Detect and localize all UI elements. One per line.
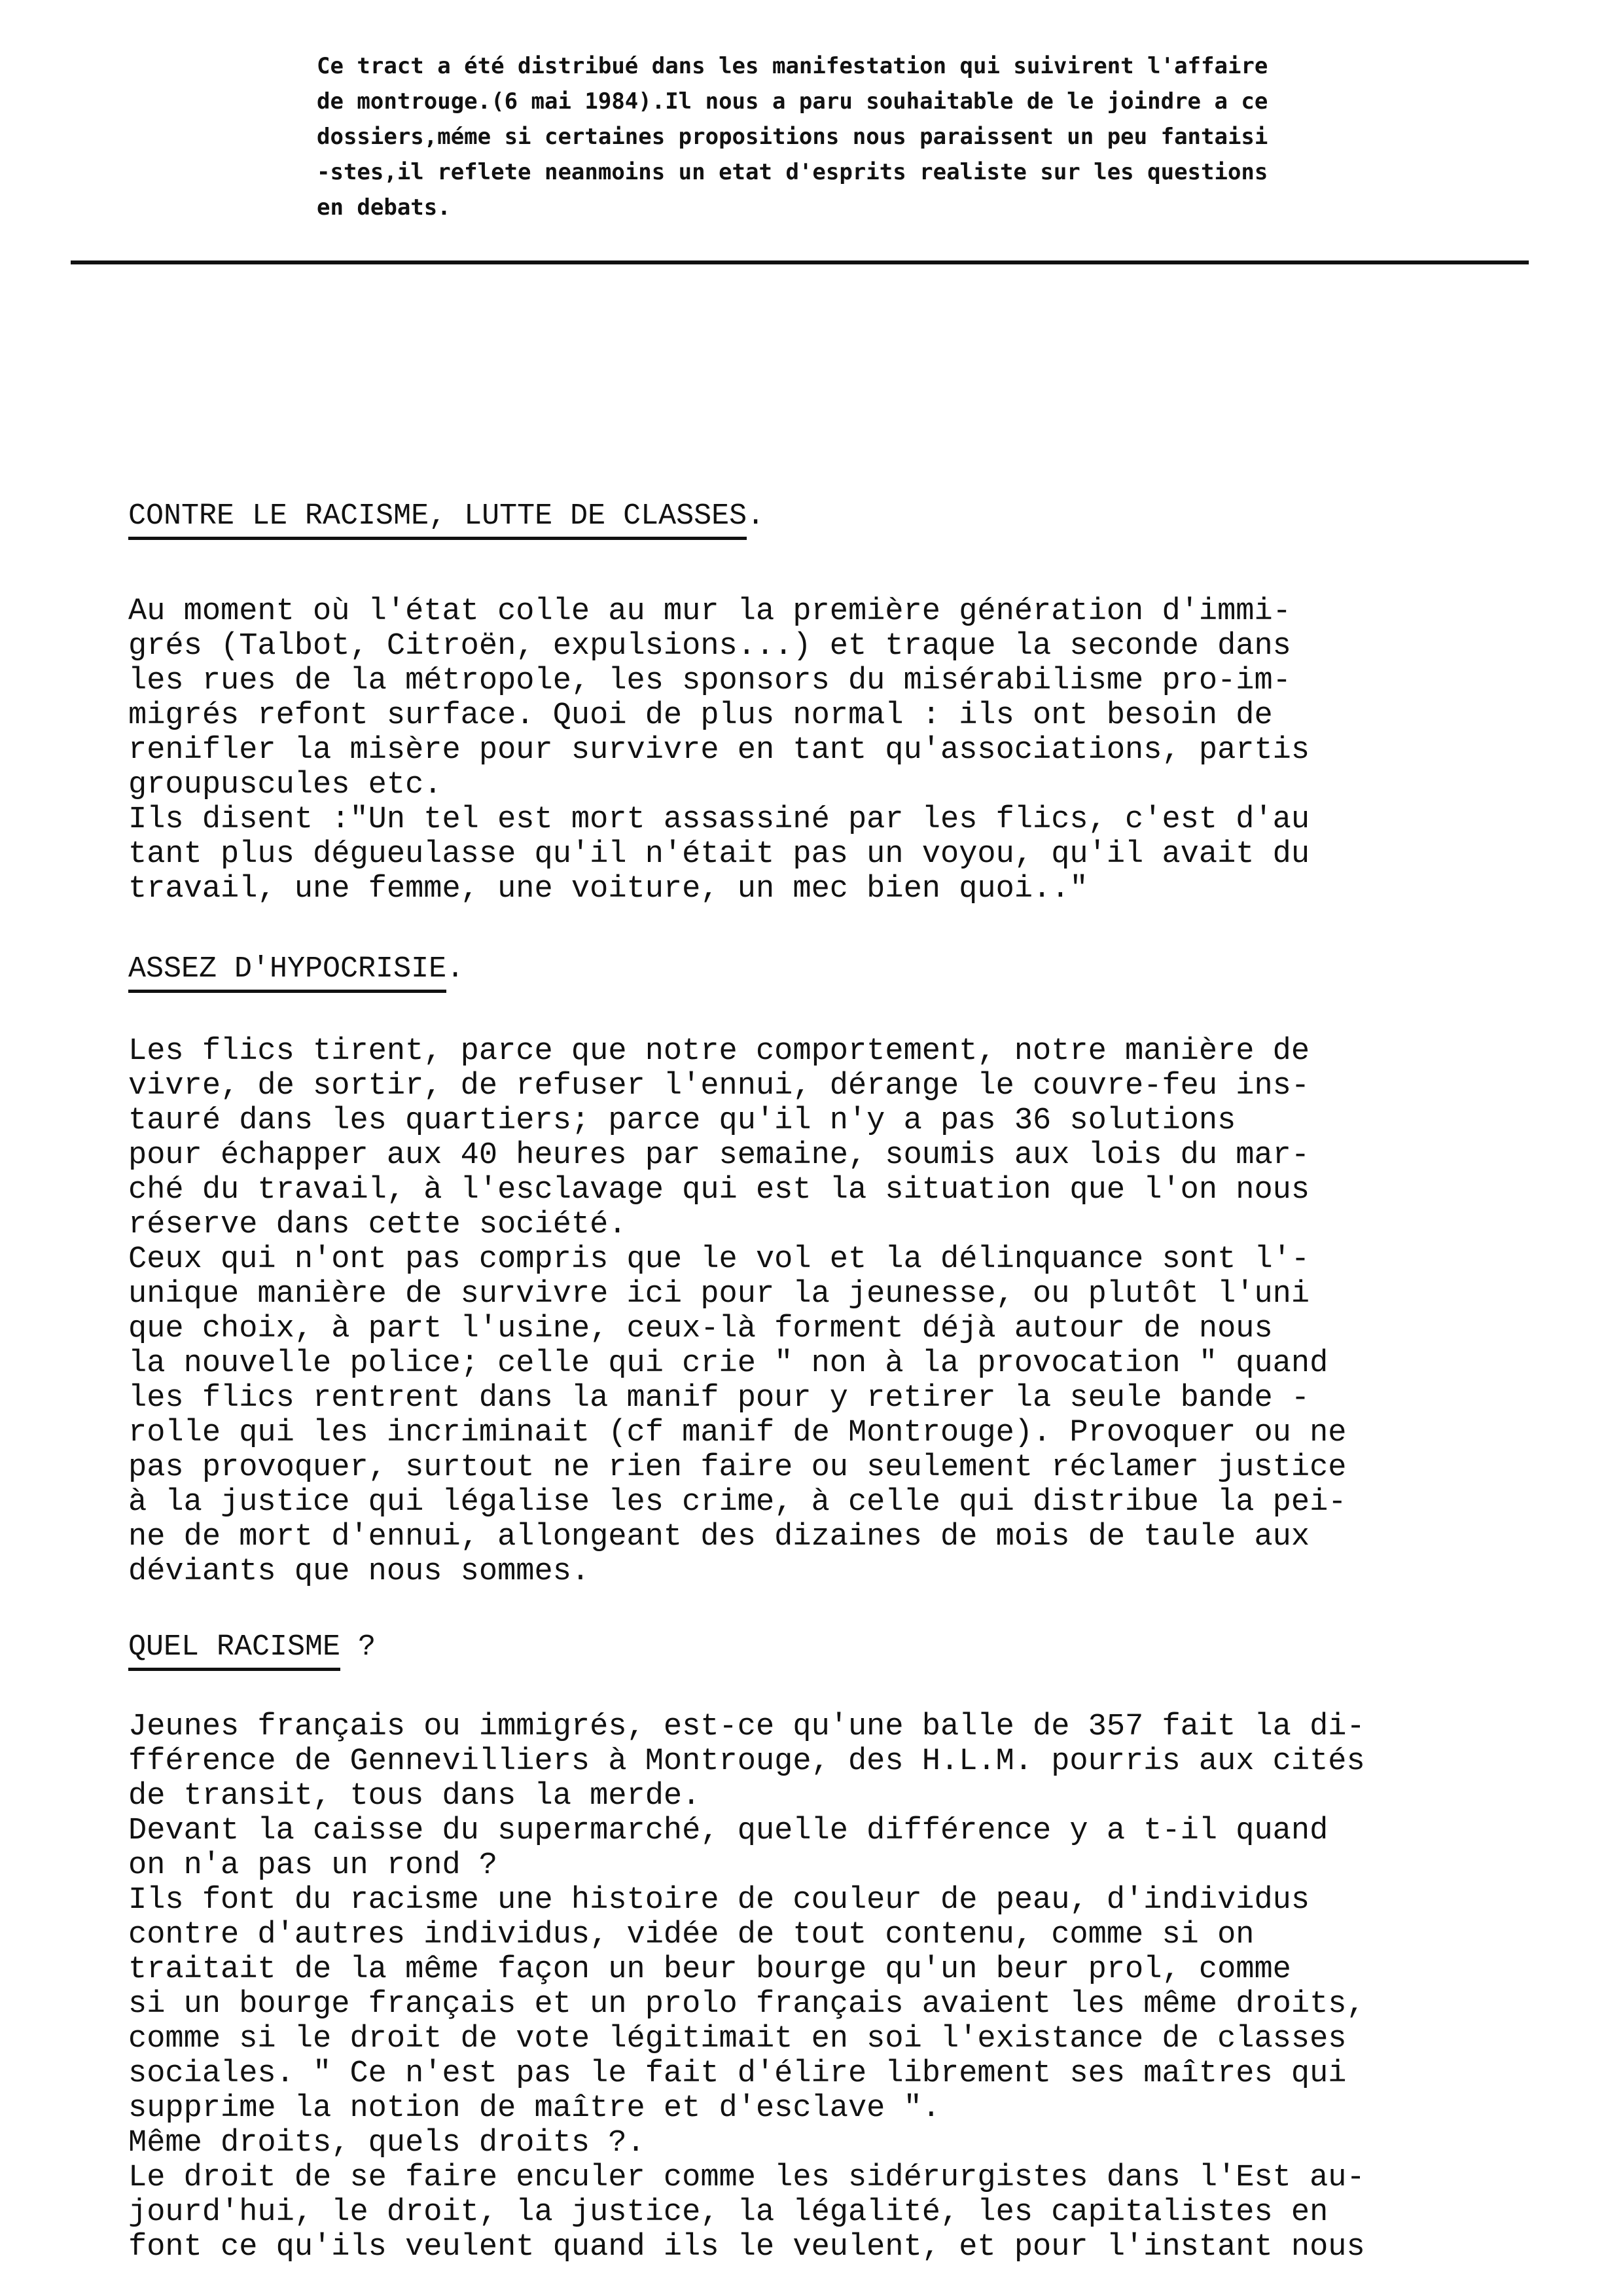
text-line: Devant la caisse du supermarché, quelle différence y a t-il quand [128,1814,1329,1848]
text-line: renifler la misère pour survivre en tant qu'associations, partis [128,733,1310,768]
text-line: unique manière de survivre ici pour la jeunesse, ou plutôt l'uni [128,1277,1310,1312]
text-line: on n'a pas un rond ? [128,1848,498,1883]
text-line: tauré dans les quartiers; parce qu'il n'y a pas 36 solutions [128,1103,1236,1138]
note-line: en debats. [317,194,451,221]
text-line: travail, une femme, une voiture, un mec bien quoi.." [128,872,1088,906]
text-line: groupuscules etc. [128,768,442,802]
text-line: supprime la notion de maître et d'esclave ". [128,2091,941,2126]
text-line: ché du travail, à l'esclavage qui est la situation que l'on nous [128,1173,1310,1208]
intro-note [317,48,1547,225]
note-line: Ce tract a été distribué dans les manifestation qui suivirent l'affaire [317,53,1268,79]
text-line: comme si le droit de vote légitimait en soi l'existance de classes [128,2022,1347,2056]
text-line: jourd'hui, le droit, la justice, la légalité, les capitalistes en [128,2195,1329,2230]
text-line: fférence de Gennevilliers à Montrouge, des H.L.M. pourris aux cités [128,1744,1365,1779]
text-line: la nouvelle police; celle qui crie " non à la provocation " quand [128,1346,1329,1381]
text-line: Ils disent :"Un tel est mort assassiné par les flics, c'est d'au [128,802,1310,837]
text-line: réserve dans cette société. [128,1208,627,1242]
text-line: Les flics tirent, parce que notre comportement, notre manière de [128,1034,1310,1069]
text-line: Ceux qui n'ont pas compris que le vol et la délinquance sont l'- [128,1242,1310,1277]
text-line: Au moment où l'état colle au mur la première génération d'immi- [128,594,1291,629]
text-line: les flics rentrent dans la manif pour y retirer la seule bande - [128,1381,1310,1416]
text-line: rolle qui les incriminait (cf manif de Montrouge). Provoquer ou ne [128,1416,1347,1450]
section-heading-3 [128,1630,376,1665]
text-line: de transit, tous dans la merde. [128,1779,701,1814]
section-heading-text: CONTRE LE RACISME, LUTTE DE CLASSES [128,499,747,540]
text-line: tant plus dégueulasse qu'il n'était pas un voyou, qu'il avait du [128,837,1310,872]
text-line: contre d'autres individus, vidée de tout contenu, comme si on [128,1918,1255,1952]
text-line: migrés refont surface. Quoi de plus normal : ils ont besoin de [128,698,1273,733]
note-line: dossiers,méme si certaines propositions nous paraissent un peu fantaisi [317,124,1268,150]
text-line: pas provoquer, surtout ne rien faire ou seulement réclamer justice [128,1450,1347,1485]
note-line: de montrouge.(6 mai 1984).Il nous a paru souhaitable de le joindre a ce [317,88,1268,115]
text-line: pour échapper aux 40 heures par semaine, soumis aux lois du mar- [128,1138,1310,1173]
text-line: vivre, de sortir, de refuser l'ennui, dérange le couvre-feu ins- [128,1069,1310,1103]
section-paragraph-3 [128,1710,1581,2265]
section-paragraph-1 [128,594,1581,906]
text-line: que choix, à part l'usine, ceux-là forment déjà autour de nous [128,1312,1273,1346]
section-heading-text: QUEL RACISME [128,1630,340,1671]
section-heading-2 [128,952,464,987]
text-line: déviants que nous sommes. [128,1554,590,1589]
text-line: Le droit de se faire enculer comme les sidérurgistes dans l'Est au- [128,2161,1365,2195]
note-line: -stes,il reflete neanmoins un etat d'esprits realiste sur les questions [317,159,1268,185]
text-line: Ils font du racisme une histoire de couleur de peau, d'individus [128,1883,1310,1918]
text-line: à la justice qui légalise les crime, à celle qui distribue la pei- [128,1485,1347,1520]
text-line: si un bourge français et un prolo français avaient les même droits, [128,1987,1365,2022]
text-line: Jeunes français ou immigrés, est-ce qu'une balle de 357 fait la di- [128,1710,1365,1744]
text-line: les rues de la métropole, les sponsors du misérabilisme pro-im- [128,664,1291,698]
text-line: ne de mort d'ennui, allongeant des dizaines de mois de taule aux [128,1520,1310,1554]
section-heading-suffix: . [747,499,765,533]
text-line: grés (Talbot, Citroën, expulsions...) et traque la seconde dans [128,629,1291,664]
section-heading-suffix: . [446,952,465,986]
section-paragraph-2 [128,1034,1581,1589]
section-heading-1 [128,499,764,534]
text-line: font ce qu'ils veulent quand ils le veulent, et pour l'instant nous [128,2230,1365,2265]
text-line: traitait de la même façon un beur bourge qu'un beur prol, comme [128,1952,1291,1987]
horizontal-rule [71,260,1529,264]
section-heading-suffix: ? [340,1630,376,1664]
text-line: sociales. " Ce n'est pas le fait d'élire librement ses maîtres qui [128,2056,1347,2091]
section-heading-text: ASSEZ D'HYPOCRISIE [128,952,446,993]
text-line: Même droits, quels droits ?. [128,2126,645,2161]
